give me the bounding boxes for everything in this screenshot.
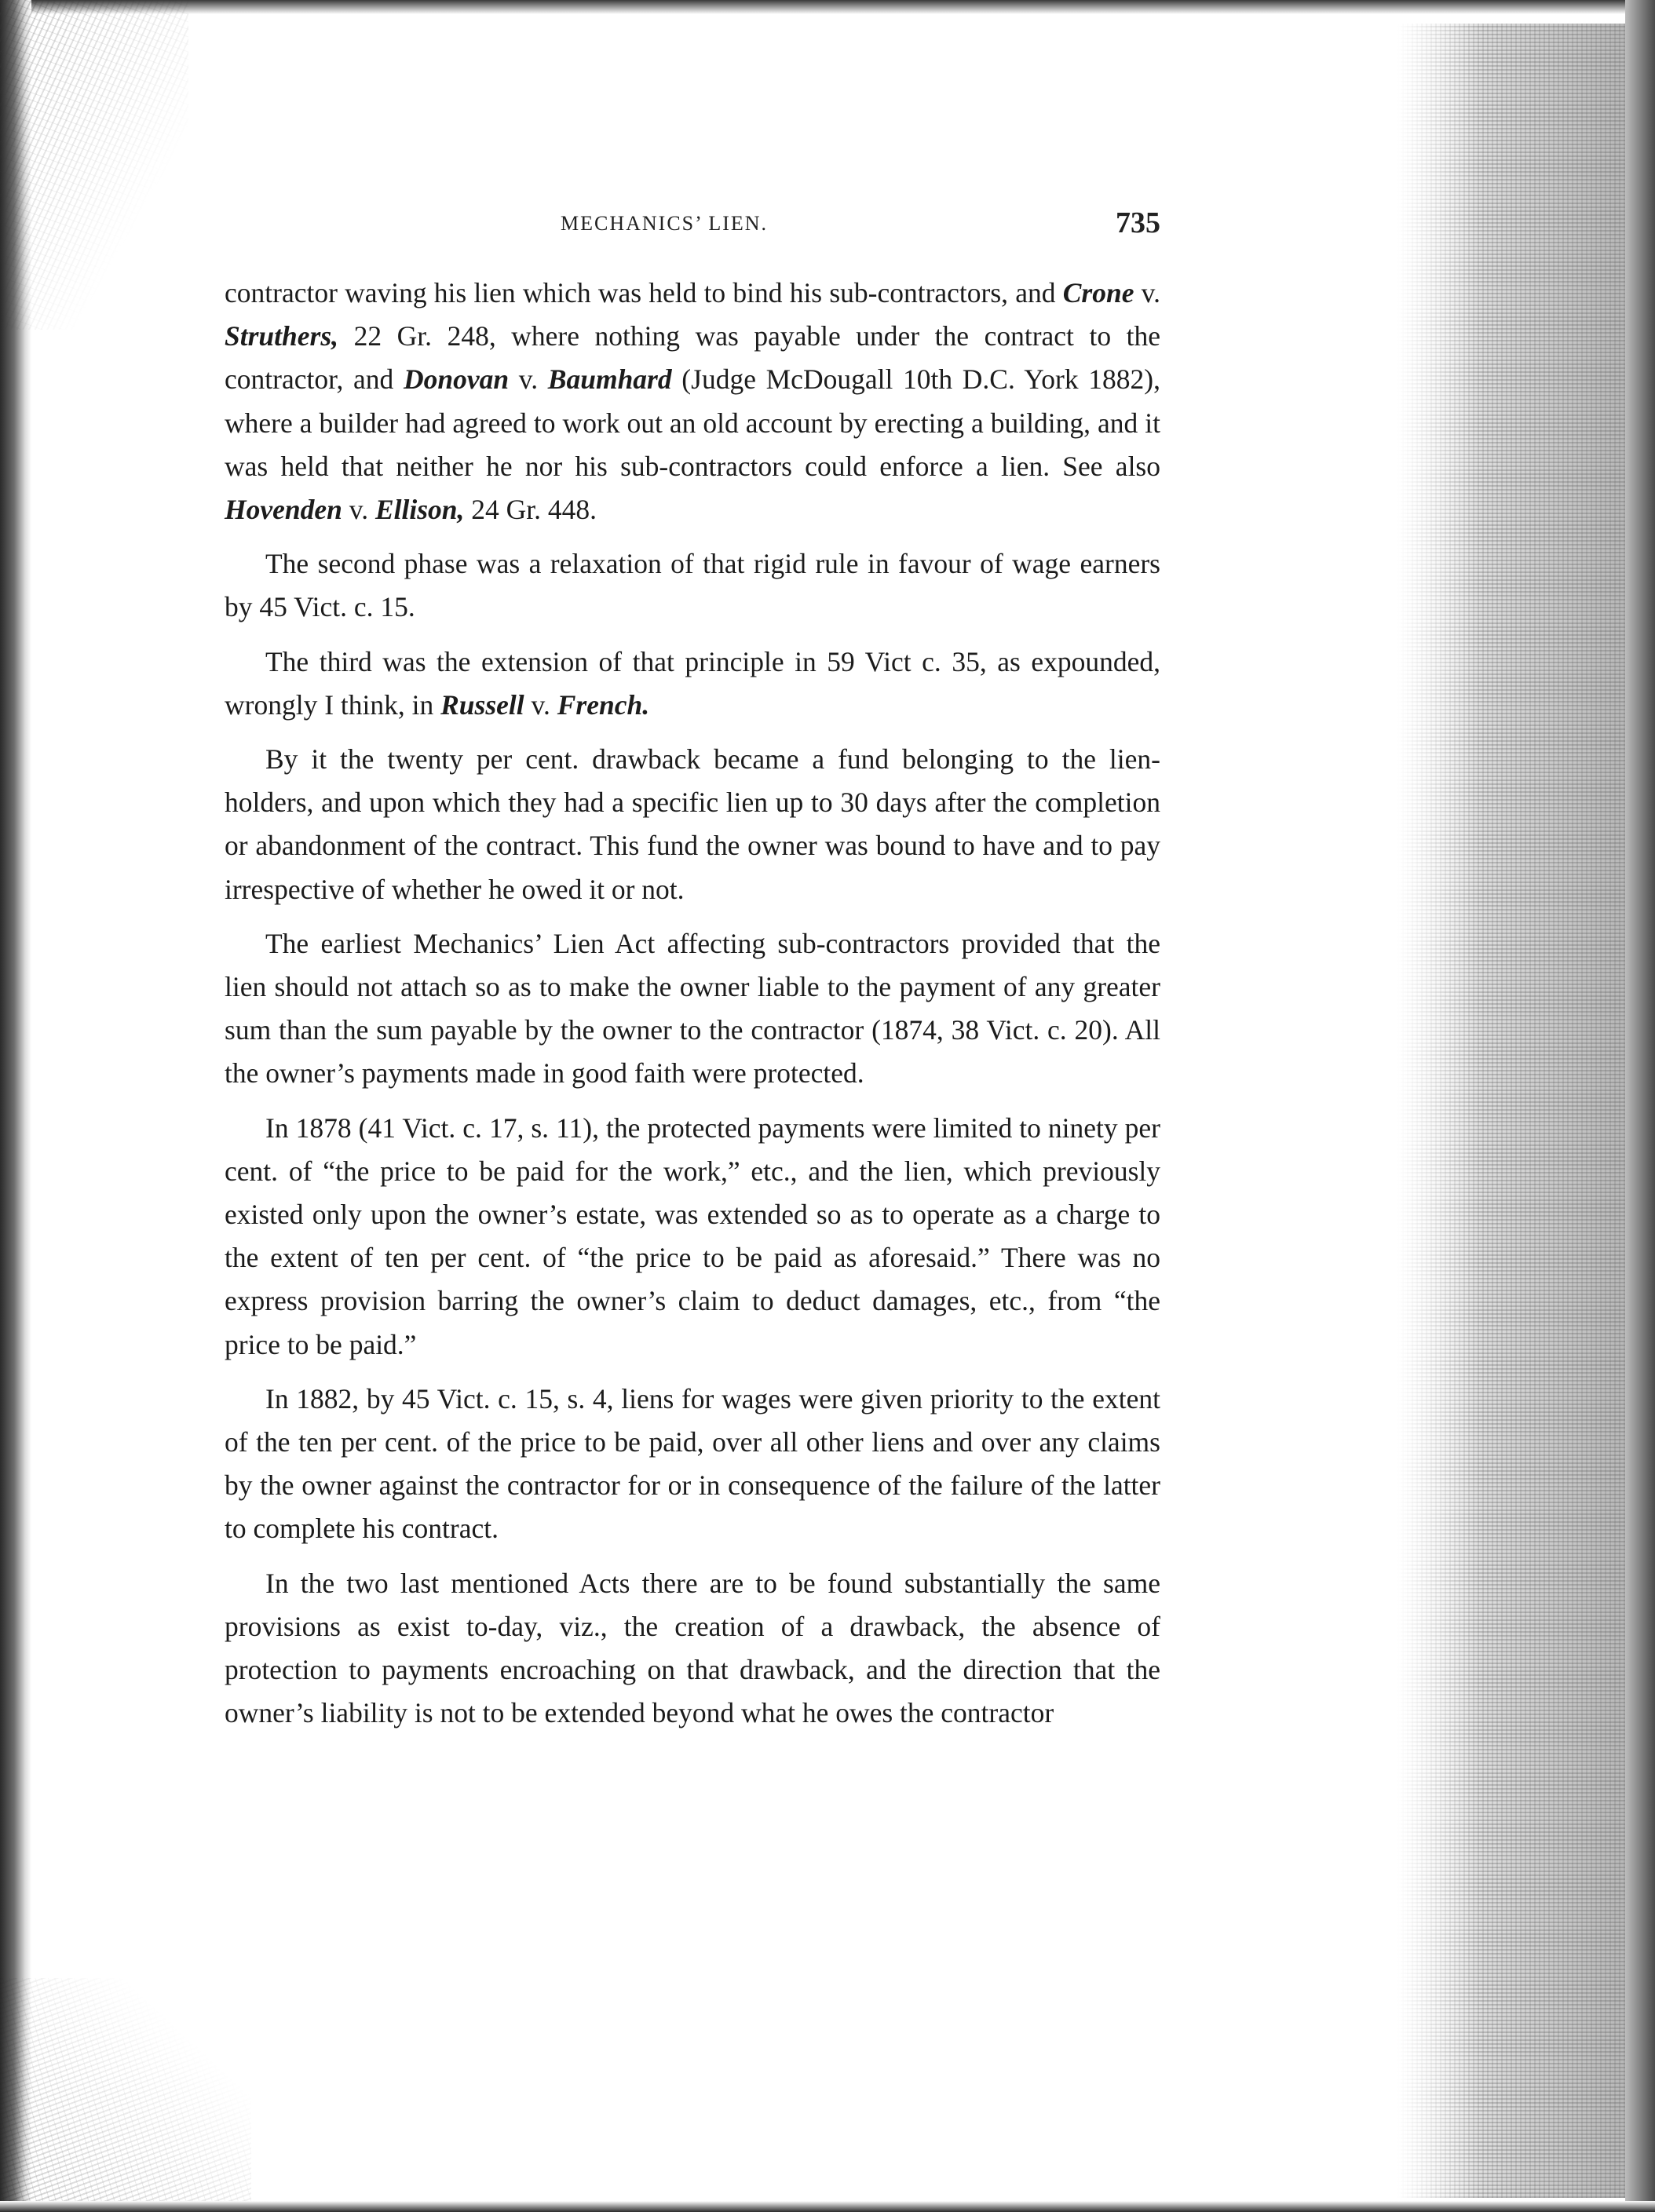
case-name: Hovenden — [225, 494, 342, 526]
paragraph — [225, 738, 1160, 911]
page-number: 735 — [1116, 206, 1160, 239]
paragraph — [225, 1562, 1160, 1736]
text-run: (Judge McDougall 10th D.C. York 1882), where a builder had agreed to work out an old account by erecting a building, and it was held that neither he nor his sub-contractors could enforce a lien. See also — [225, 363, 1160, 482]
scan-left-bottom-noise — [0, 1978, 251, 2212]
paragraph — [225, 1107, 1160, 1367]
scan-top-edge — [0, 0, 1655, 14]
case-name: Ellison, — [374, 494, 465, 526]
paragraph — [225, 922, 1160, 1096]
paragraph — [225, 641, 1160, 727]
text-run: By it the twenty per cent. drawback became a fund belonging to the lien-holders, and upon which they had a specific lien up to 30 days after the completion or abandonment of the contract. This fund the owner was bound to have and to pay irrespective of whether he owed it or not. — [225, 743, 1160, 905]
scan-right-edge — [1625, 0, 1655, 2212]
paragraph — [225, 272, 1160, 531]
case-name: Russell — [440, 688, 524, 721]
running-title: MECHANICS’ LIEN. — [561, 212, 769, 235]
text-run: In 1878 (41 Vict. c. 17, s. 11), the protected payments were limited to ninety per cent. of “the price to be paid for the work,” etc., and the lien, which previously existed only upon the owner’s estate, was extended so as to operate as a charge to the extent of ten per cent. of “the price to be paid as aforesaid.” There was no express provision barring the owner’s claim to deduct damages, etc., from “the price to be paid.” — [225, 1111, 1160, 1360]
text-run: The earliest Mechanics’ Lien Act affecting sub-contractors provided that the lien should not attach so as to make the owner liable to the payment of any greater sum than the sum payable by the owner to the contractor (1874, 38 Vict. c. 20). All the owner’s payments made in good faith were protected. — [225, 927, 1160, 1090]
text-run: In 1882, by 45 Vict. c. 15, s. 4, liens for wages were given priority to the extent of the ten per cent. of the price to be paid, over all other liens and over any claims by the owner against the contractor for or in consequence of the failure of the latter to complete his contract. — [225, 1382, 1160, 1545]
scan-left-top-noise — [0, 0, 188, 330]
case-name: Crone — [1062, 277, 1134, 308]
running-head — [225, 206, 1160, 261]
text-run: The third was the extension of that principle in 59 Vict c. 35, as expounded, wrongly I think, in — [225, 645, 1160, 721]
paragraph — [225, 542, 1160, 629]
text-run: v. — [524, 688, 557, 721]
scan-bottom-edge — [0, 2201, 1655, 2212]
text-run: contractor waving his lien which was held to bind his sub-contractors, and — [225, 277, 1063, 308]
case-name: Donovan — [403, 363, 510, 396]
book-page — [225, 206, 1160, 1747]
case-name: French. — [557, 688, 650, 721]
text-run: v. — [1134, 277, 1160, 308]
text-run: In the two last mentioned Acts there are to be found substantially the same provisions as exist to-day, viz., the creation of a drawback, the absence of protection to payments encroaching on that drawback, and the direction that the owner’s liability is not to be extended beyond what he owes the contractor — [225, 1567, 1160, 1729]
text-run: v. — [509, 363, 548, 396]
text-run: The second phase was a relaxation of that rigid rule in favour of wage earners by 45 Vict. c. 15. — [225, 548, 1160, 623]
paragraph — [225, 1378, 1160, 1551]
text-run: 24 Gr. 448. — [464, 494, 597, 526]
scan-right-noise-band — [1397, 24, 1633, 2198]
body-text — [225, 272, 1160, 1736]
text-run: v. — [342, 494, 375, 526]
text-run: 22 Gr. 248, where nothing was payable under the contract to the contractor, and — [225, 320, 1160, 396]
case-name: Baumhard — [547, 363, 672, 396]
scan-left-edge — [0, 0, 31, 2212]
case-name: Struthers, — [225, 320, 339, 352]
